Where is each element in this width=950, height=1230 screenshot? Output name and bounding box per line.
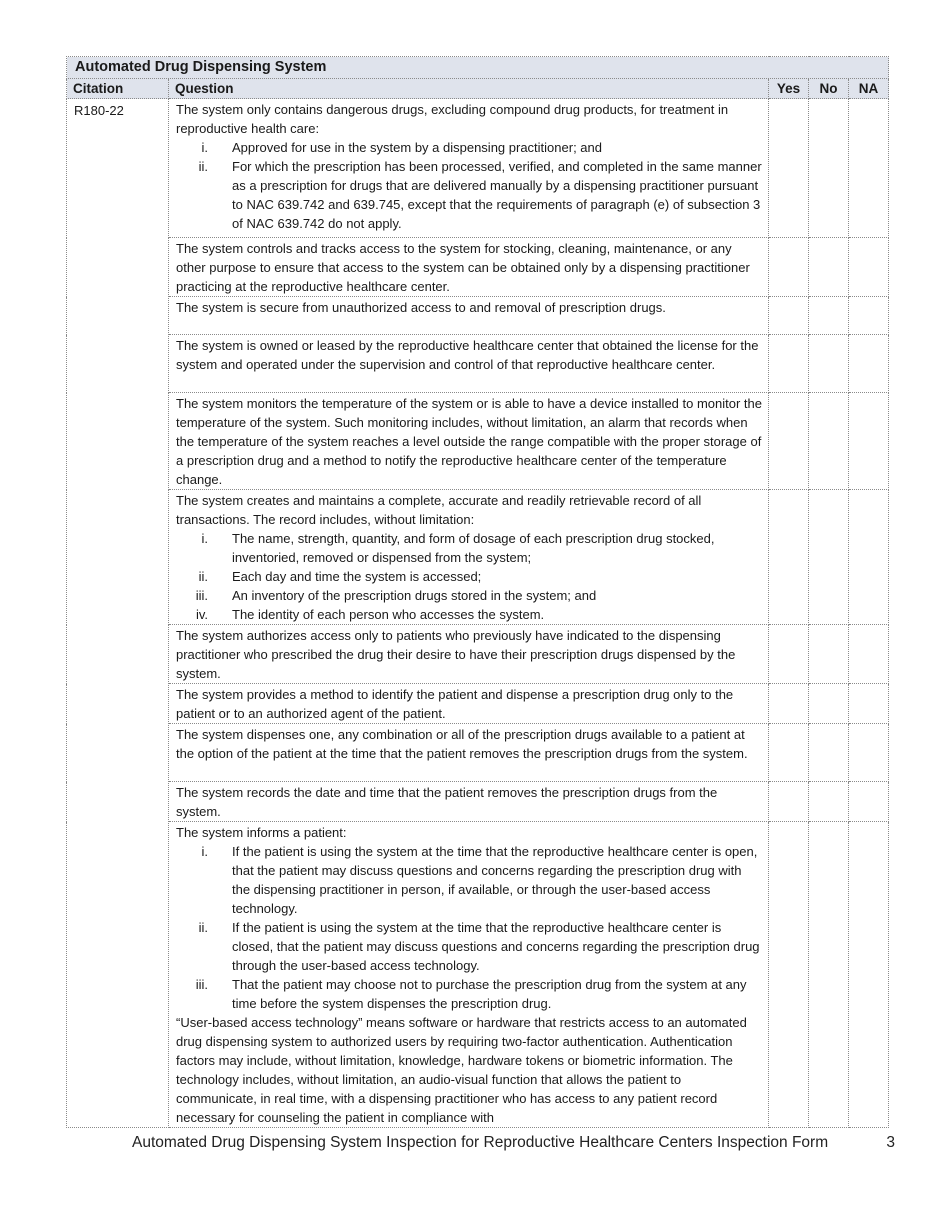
no-answer-cell[interactable] [809, 99, 849, 238]
question-cell [169, 625, 769, 684]
question-row [67, 490, 889, 625]
question-text: The system dispenses one, any combination or all of the prescription drugs available to a patient at the option of the patient at the time that the patient removes the prescription drugs from the system. [176, 727, 748, 761]
question-cell [169, 335, 769, 393]
list-item-number: iii. [195, 977, 208, 992]
no-answer-cell[interactable] [809, 297, 849, 335]
na-answer-cell[interactable] [849, 335, 889, 393]
list-item [176, 842, 762, 918]
page-number: 3 [886, 1134, 895, 1151]
no-answer-cell[interactable] [809, 393, 849, 490]
list-item [176, 529, 762, 567]
question-row [67, 724, 889, 782]
question-definition-text: “User-based access technology” means software or hardware that restricts access to an automated drug dispensing system to authorized users by requiring two-factor authentication. Authentication factors may include, without limitation, knowledge, hardware tokens or biometric information. The technology includes, without limitation, an audio-visual function that allows the patient to communicate, in real time, with a dispensing practitioner who has access to any patient record necessary for counseling the patient in compliance with [176, 1015, 747, 1125]
question-row [67, 393, 889, 490]
list-item-number: ii. [198, 569, 208, 584]
no-answer-cell[interactable] [809, 335, 849, 393]
yes-answer-cell[interactable] [769, 782, 809, 822]
na-answer-cell[interactable] [849, 822, 889, 1128]
no-column-header: No [809, 79, 849, 99]
list-item-text: The identity of each person who accesses the system. [232, 607, 545, 622]
question-cell [169, 782, 769, 822]
yes-answer-cell[interactable] [769, 724, 809, 782]
question-sublist [176, 842, 762, 1013]
yes-answer-cell[interactable] [769, 684, 809, 724]
question-row [67, 297, 889, 335]
question-text: The system only contains dangerous drugs, excluding compound drug products, for treatment in reproductive health care: [176, 102, 729, 136]
inspection-table-container [66, 56, 888, 1128]
yes-answer-cell[interactable] [769, 238, 809, 297]
list-item [176, 975, 762, 1013]
question-cell [169, 684, 769, 724]
question-text: The system is secure from unauthorized access to and removal of prescription drugs. [176, 300, 666, 315]
list-item-number: ii. [198, 920, 208, 935]
question-cell [169, 297, 769, 335]
question-text: The system authorizes access only to patients who previously have indicated to the dispensing practitioner who prescribed the drug their desire to have their prescription drugs dispensed by the system. [176, 628, 736, 681]
list-item-number: i. [201, 844, 208, 859]
list-item-number: i. [201, 531, 208, 546]
yes-answer-cell[interactable] [769, 490, 809, 625]
no-answer-cell[interactable] [809, 625, 849, 684]
na-answer-cell[interactable] [849, 684, 889, 724]
question-row [67, 625, 889, 684]
list-item [176, 605, 762, 624]
list-item-text: The name, strength, quantity, and form of dosage of each prescription drug stocked, inventoried, removed or dispensed from the system; [232, 531, 715, 565]
citation-cell: R180-22 [67, 99, 169, 1128]
question-text: The system records the date and time that the patient removes the prescription drugs from the system. [176, 785, 718, 819]
no-answer-cell[interactable] [809, 724, 849, 782]
question-text: The system is owned or leased by the reproductive healthcare center that obtained the license for the system and operated under the supervision and control of that reproductive healthcare center. [176, 338, 759, 372]
question-text: The system informs a patient: [176, 825, 347, 840]
citation-column-header: Citation [67, 79, 169, 99]
yes-answer-cell[interactable] [769, 297, 809, 335]
question-sublist [176, 529, 762, 624]
list-item [176, 157, 762, 233]
na-answer-cell[interactable] [849, 782, 889, 822]
yes-answer-cell[interactable] [769, 393, 809, 490]
list-item [176, 567, 762, 586]
list-item-text: Each day and time the system is accessed; [232, 569, 482, 584]
question-column-header: Question [169, 79, 769, 99]
na-answer-cell[interactable] [849, 393, 889, 490]
inspection-table [66, 56, 889, 1128]
question-cell [169, 238, 769, 297]
na-answer-cell[interactable] [849, 99, 889, 238]
yes-answer-cell[interactable] [769, 625, 809, 684]
na-answer-cell[interactable] [849, 238, 889, 297]
list-item-text: If the patient is using the system at the time that the reproductive healthcare center is open, that the patient may discuss questions and concerns regarding the prescription drug with the dispensing practitioner in person, if available, or through the user-based access technology. [232, 844, 758, 916]
yes-answer-cell[interactable] [769, 335, 809, 393]
question-row [67, 684, 889, 724]
no-answer-cell[interactable] [809, 684, 849, 724]
na-answer-cell[interactable] [849, 297, 889, 335]
na-answer-cell[interactable] [849, 625, 889, 684]
list-item-number: i. [201, 140, 208, 155]
list-item-number: iii. [195, 588, 208, 603]
list-item-text: For which the prescription has been processed, verified, and completed in the same manner as a prescription for drugs that are delivered manually by a dispensing practitioner pursuant to NAC 639.742 and 639.745, except that the requirements of paragraph (e) of subsection 3 of NAC 639.742 do not apply. [232, 159, 762, 231]
question-row [67, 822, 889, 1128]
yes-answer-cell[interactable] [769, 99, 809, 238]
list-item-text: Approved for use in the system by a dispensing practitioner; and [232, 140, 602, 155]
question-row [67, 99, 889, 238]
table-header-row [67, 79, 889, 99]
no-answer-cell[interactable] [809, 822, 849, 1128]
list-item-number: iv. [195, 607, 208, 622]
question-row [67, 782, 889, 822]
question-text: The system creates and maintains a complete, accurate and readily retrievable record of all transactions. The record includes, without limitation: [176, 493, 702, 527]
question-cell [169, 724, 769, 782]
list-item [176, 586, 762, 605]
no-answer-cell[interactable] [809, 238, 849, 297]
list-item-text: If the patient is using the system at the time that the reproductive healthcare center is closed, that the patient may discuss questions and concerns regarding the prescription drug through the user-based access technology. [232, 920, 760, 973]
yes-column-header: Yes [769, 79, 809, 99]
list-item-text: An inventory of the prescription drugs stored in the system; and [232, 588, 597, 603]
question-text: The system monitors the temperature of the system or is able to have a device installed to monitor the temperature of the system. Such monitoring includes, without limitation, an alarm that records when the temperature of the system reaches a level outside the range compatible with the proper storage of a prescription drug and a method to notify the reproductive healthcare center of the temperature change. [176, 396, 763, 487]
question-row [67, 335, 889, 393]
list-item [176, 918, 762, 975]
na-answer-cell[interactable] [849, 490, 889, 625]
question-cell [169, 822, 769, 1128]
footer-title: Automated Drug Dispensing System Inspection for Reproductive Healthcare Centers Inspection Form [132, 1134, 829, 1151]
question-text: The system controls and tracks access to the system for stocking, cleaning, maintenance, or any other purpose to ensure that access to the system can be obtained only by a dispensing practitioner practicing at the reproductive healthcare center. [176, 241, 750, 294]
list-item-text: That the patient may choose not to purchase the prescription drug from the system at any time before the system dispenses the prescription drug. [232, 977, 747, 1011]
na-answer-cell[interactable] [849, 724, 889, 782]
list-item [176, 138, 762, 157]
question-cell [169, 393, 769, 490]
na-column-header: NA [849, 79, 889, 99]
question-cell [169, 490, 769, 625]
question-row [67, 238, 889, 297]
section-title: Automated Drug Dispensing System [67, 57, 889, 79]
no-answer-cell[interactable] [809, 782, 849, 822]
list-item-number: ii. [198, 159, 208, 174]
question-cell [169, 99, 769, 238]
yes-answer-cell[interactable] [769, 822, 809, 1128]
question-sublist [176, 138, 762, 233]
question-text: The system provides a method to identify the patient and dispense a prescription drug only to the patient or to an authorized agent of the patient. [176, 687, 734, 721]
no-answer-cell[interactable] [809, 490, 849, 625]
